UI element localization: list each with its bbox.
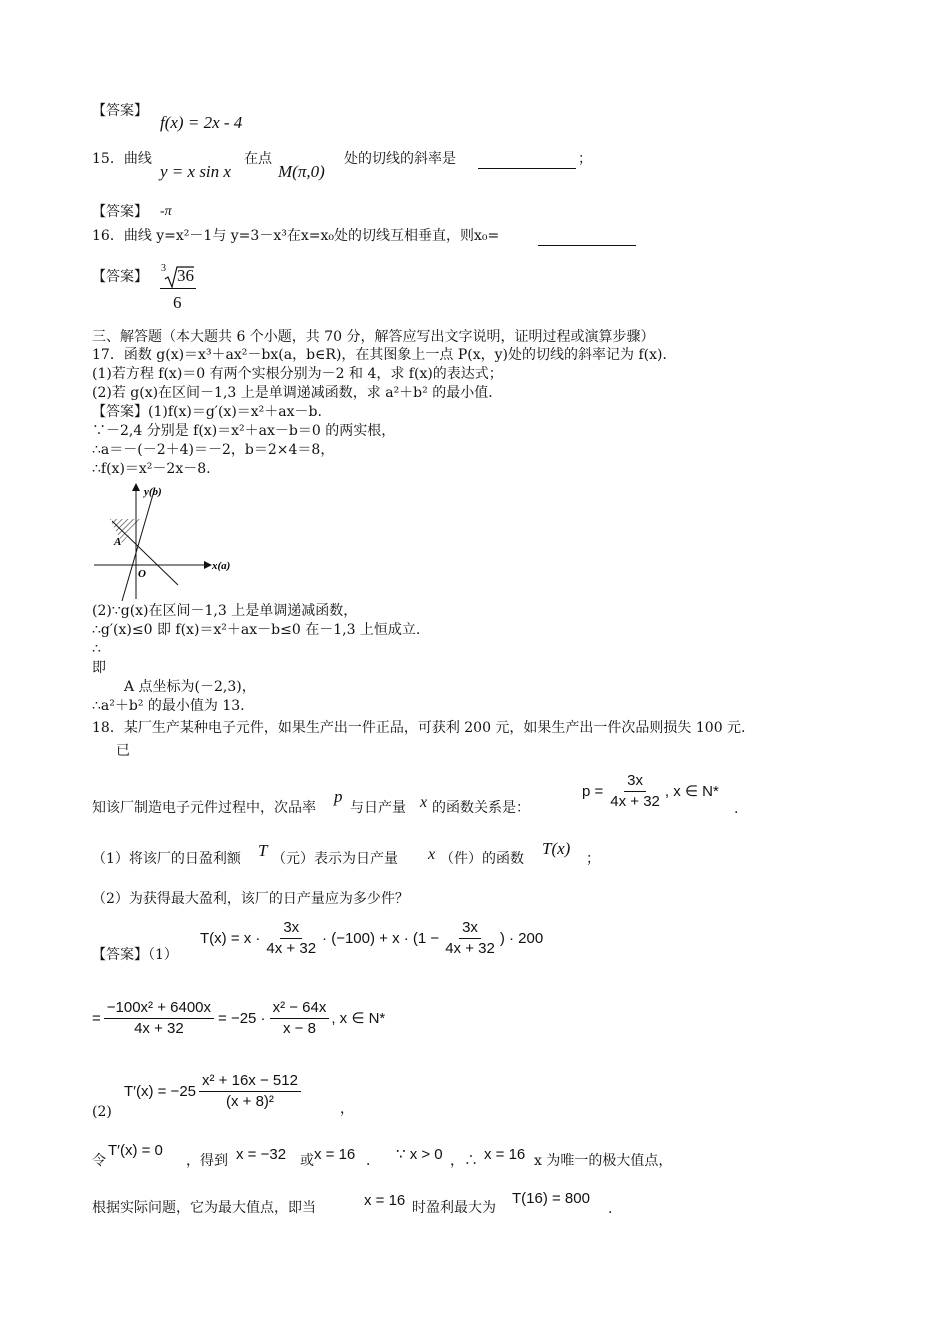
q17b-line-4: 即	[92, 660, 106, 676]
formula-p-tail: , x ∈ N*	[664, 783, 719, 800]
formula-p-num: 3x	[624, 771, 646, 792]
formula-p-period: .	[734, 801, 739, 817]
q15-mid: 在点	[244, 151, 272, 167]
x-axis-arrow-icon	[204, 561, 212, 569]
formula-p-den: 4x + 32	[610, 792, 660, 810]
answer-16-formula	[160, 262, 210, 316]
final-c: 时盈利最大为	[412, 1200, 496, 1216]
T-simplified	[92, 993, 385, 1043]
T-simplified-den-1: 4x + 32	[134, 1019, 184, 1037]
q18-line-4c: （件）的函数	[440, 851, 524, 867]
q17-line-3: (2)若 g(x)在区间－1,3 上是单调递减函数，求 a²＋b² 的最小值．	[92, 385, 503, 401]
q17-line-2: (1)若方程 f(x)＝0 有两个实根分别为－2 和 4，求 f(x)的表达式；	[92, 366, 503, 382]
q15-prefix: 15．曲线	[92, 151, 152, 167]
answer-label-15: 【答案】	[92, 204, 148, 220]
derivative-den: (x + 8)²	[226, 1092, 274, 1110]
T-formula-tail: ) · 200	[499, 929, 544, 947]
answer-label-14: 【答案】	[92, 103, 148, 119]
T-simplified-den-2: x − 8	[282, 1019, 316, 1037]
point-a-label: A	[114, 536, 122, 548]
final-e: .	[608, 1201, 613, 1217]
formula-p-lhs: p =	[582, 782, 604, 800]
q18-line-4b: （元）表示为日产量	[272, 851, 398, 867]
q18-line-1: 18．某厂生产某种电子元件，如果生产出一件正品，可获利 200 元，如果生产出一件次品则损失 100 元.	[92, 720, 746, 736]
ling-h: ∵ x > 0	[396, 1146, 443, 1163]
T-formula-frac-1	[263, 918, 319, 959]
origin-label: O	[138, 568, 146, 580]
q15-curve: y = x sin x	[160, 162, 231, 181]
q18-line-3c: 的函数关系是：	[432, 800, 530, 816]
answer-label-16: 【答案】	[92, 269, 148, 285]
T-formula	[200, 913, 543, 963]
ling-a: 令	[92, 1153, 106, 1169]
formula-p-fraction	[607, 771, 663, 812]
q16-blank	[538, 227, 636, 246]
answer-14-formula: f(x) = 2x - 4	[160, 113, 243, 132]
T-simplified-num-2: x² − 64x	[270, 998, 330, 1019]
T-simplified-num-1: −100x² + 6400x	[104, 998, 214, 1019]
ling-f: x = 16	[314, 1146, 356, 1163]
q17b-line-1: (2)∵g(x)在区间－1,3 上是单调递减函数，	[92, 603, 358, 619]
fraction-bar	[160, 288, 196, 289]
answer-15-value: -π	[160, 204, 172, 219]
q18-part-2-label: (2)	[92, 1104, 112, 1120]
q17-line-7: ∴f(x)＝x²－2x－8.	[92, 461, 211, 477]
question-16: 16．曲线 y=x²－1与 y=3－x³在x=x₀处的切线互相垂直，则x₀=	[92, 228, 500, 244]
q15-end: ；	[578, 151, 592, 167]
q15-blank	[478, 150, 576, 169]
T-formula-den-1: 4x + 32	[266, 939, 317, 957]
cube-root-index: 3	[161, 263, 166, 274]
q17-line-5: ∵－2,4 分别是 f(x)＝x²＋ax－b＝0 的两实根，	[92, 423, 396, 439]
cube-root-radicand: 36	[177, 266, 194, 285]
q17-line-6: ∴a＝－(－2＋4)＝－2，b＝2×4＝8，	[92, 442, 335, 458]
derivative-frac	[199, 1071, 301, 1112]
q18-line-4d: ；	[586, 851, 600, 867]
T-formula-num-1: 3x	[280, 918, 302, 939]
formula-p	[582, 766, 719, 816]
q18-func-T: T(x)	[542, 839, 571, 858]
q17b-line-6: ∴a²＋b² 的最小值为 13.	[92, 698, 245, 714]
q18-var-x-2: x	[428, 846, 436, 863]
T-simplified-eq: =	[92, 1009, 101, 1027]
T-simplified-frac-1	[104, 998, 214, 1039]
T-formula-frac-2	[442, 918, 498, 959]
ling-d: x = −32	[236, 1146, 287, 1163]
final-b: x = 16	[364, 1192, 406, 1209]
q17-line-4: 【答案】(1)f(x)＝g′(x)＝x²＋ax－b.	[92, 404, 322, 420]
ling-c: ，得到	[186, 1153, 228, 1169]
q18-var-x: x	[420, 794, 428, 811]
q18-line-2: 已	[116, 743, 130, 759]
T-simplified-mid: = −25 ·	[218, 1009, 266, 1027]
q18-answer-label: 【答案】（1）	[92, 947, 178, 963]
T-simplified-tail: , x ∈ N*	[331, 1010, 386, 1027]
q15-suffix: 处的切线的斜率是	[344, 151, 456, 167]
q18-line-4a: （1）将该厂的日盈利额	[92, 851, 241, 867]
T-formula-den-2: 4x + 32	[445, 939, 495, 957]
q17-line-1: 17．函数 g(x)＝x³＋ax²－bx(a，b∈R)，在其图象上一点 P(x，y)处的切线的斜率记为 f(x)．	[92, 347, 677, 363]
final-a: 根据实际问题，它为最大值点，即当	[92, 1200, 316, 1216]
section-3-heading: 三、解答题（本大题共 6 个小题，共 70 分，解答应写出文字说明，证明过程或演算步骤）	[92, 329, 655, 345]
q18-line-5: （2）为获得最大盈利，该厂的日产量应为多少件？	[92, 891, 409, 907]
q17b-line-2: ∴g′(x)≤0 即 f(x)＝x²＋ax－b≤0 在－1,3 上恒成立.	[92, 622, 421, 638]
T-simplified-frac-2	[270, 998, 330, 1039]
q18-var-p: p	[334, 787, 343, 806]
derivative-lhs: T′(x) = −25	[124, 1082, 197, 1100]
q18-line-3b: 与日产量	[350, 800, 406, 816]
ling-k: x 为唯一的极大值点，	[534, 1153, 673, 1169]
derivative-formula	[124, 1066, 301, 1116]
T-formula-lhs: T(x) = x ·	[200, 929, 261, 947]
y-axis-arrow-icon	[132, 483, 140, 491]
q15-point: M(π,0)	[278, 162, 325, 181]
final-d: T(16) = 800	[512, 1190, 590, 1207]
x-axis-label: x(a)	[212, 560, 231, 572]
q18-var-T: T	[258, 841, 268, 860]
q17b-line-3: ∴	[92, 641, 101, 657]
T-formula-num-2: 3x	[459, 918, 481, 939]
y-axis-label: y(b)	[144, 486, 162, 498]
question-15	[92, 150, 152, 168]
T-formula-mid: · (−100) + x · (1 −	[322, 929, 440, 947]
derivative-comma: ，	[340, 1101, 354, 1117]
feasible-region-graph	[92, 481, 242, 603]
ling-g: ．	[366, 1153, 380, 1169]
ling-j: x = 16	[484, 1146, 526, 1163]
ling-e: 或	[300, 1153, 314, 1169]
answer-16-denominator: 6	[173, 293, 182, 312]
derivative-num: x² + 16x − 512	[199, 1071, 301, 1092]
q17b-line-5: A 点坐标为(－2,3)，	[124, 679, 256, 695]
ling-i: ，∴	[450, 1153, 478, 1169]
q18-line-3a: 知该厂制造电子元件过程中，次品率	[92, 800, 316, 816]
ling-b: T′(x) = 0	[108, 1142, 163, 1159]
